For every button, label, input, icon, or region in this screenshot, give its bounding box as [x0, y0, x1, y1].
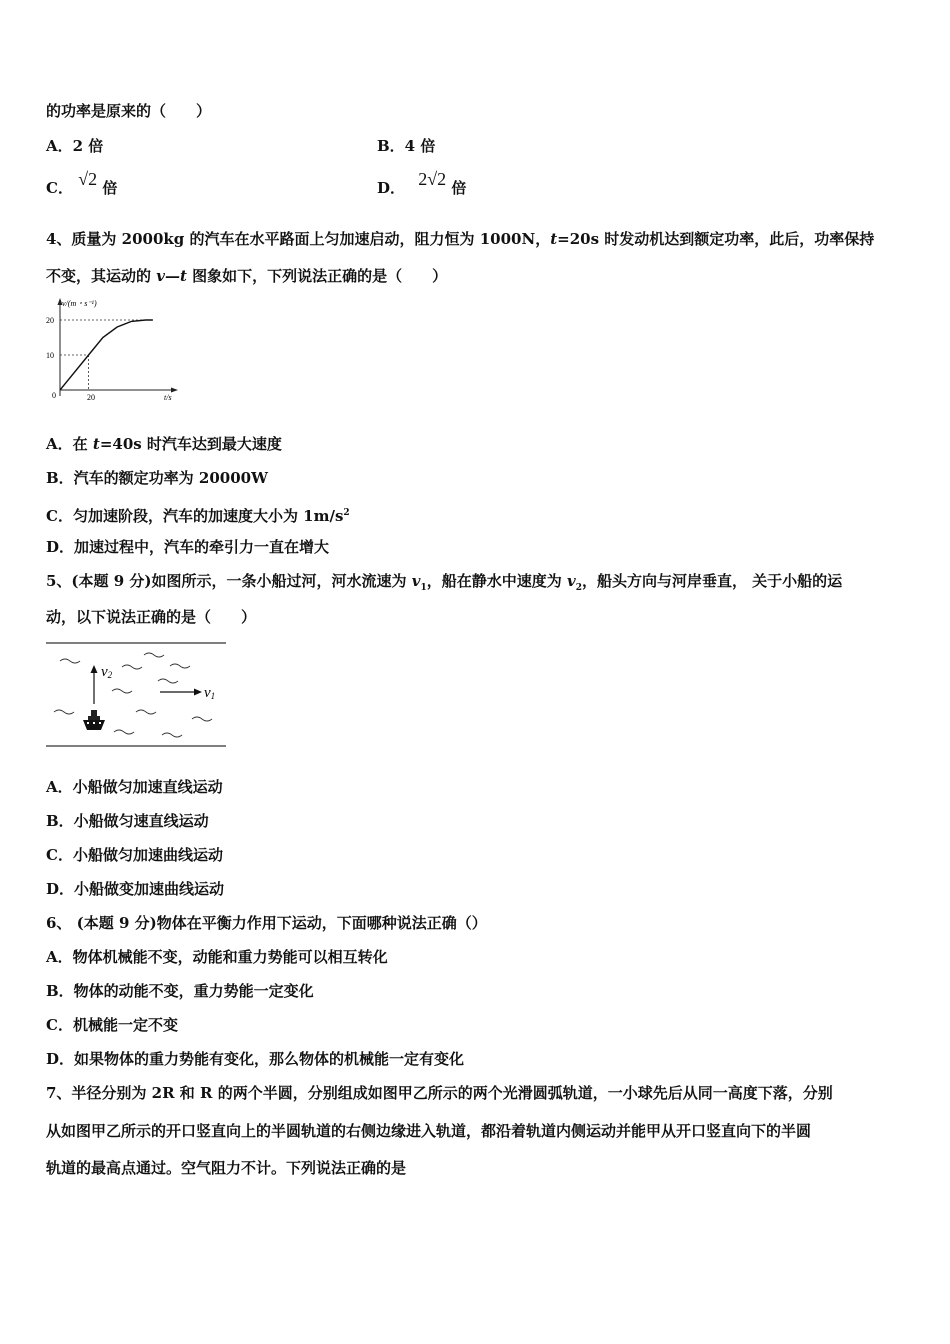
- q7-stem-line3: 轨道的最高点通过。空气阻力不计。下列说法正确的是: [46, 1159, 407, 1177]
- boat-icon: [83, 710, 105, 730]
- v2-arrow-head: [91, 665, 98, 673]
- q4-option-a-t-symbol: t: [92, 435, 100, 453]
- q4-stem-line1-post: =20s 时发动机达到额定功率，此后，功率保持: [557, 230, 875, 248]
- q6-option-a: A．物体机械能不变，动能和重力势能可以相互转化: [46, 948, 388, 966]
- q5-stem-line2: 动，以下说法正确的是（ ）: [46, 608, 257, 626]
- x-tick-20: 20: [87, 393, 95, 402]
- q6-option-b: B．物体的动能不变，重力势能一定变化: [46, 982, 314, 1000]
- x-axis-label: t/s: [164, 393, 172, 402]
- q3-stem-tail: 的功率是原来的（ ）: [46, 102, 212, 120]
- q4-option-b: B．汽车的额定功率为 20000W: [46, 469, 268, 487]
- q5-option-c: C．小船做匀加速曲线运动: [46, 846, 223, 864]
- q3-option-c-math: √2: [78, 169, 98, 189]
- v1-label: v1: [204, 685, 216, 701]
- q6-option-c: C．机械能一定不变: [46, 1016, 178, 1034]
- q4-option-c: [46, 503, 350, 526]
- v2-label: v2: [101, 664, 113, 680]
- q3-option-c: [46, 169, 118, 198]
- q3-option-c-label: C．: [46, 179, 73, 197]
- q5-stem-line1-post: ，船头方向与河岸垂直， 关于小船的运: [581, 572, 843, 590]
- q5-river-figure: [44, 640, 230, 752]
- q4-option-d: D．加速过程中，汽车的牵引力一直在增大: [46, 538, 330, 556]
- q4-option-a: [46, 434, 282, 454]
- q5-stem-line1: [46, 571, 842, 598]
- q6-stem: 6、 (本题 9 分)物体在平衡力作用下运动，下面哪种说法正确（）: [46, 914, 487, 932]
- q4-stem-vt-symbol: v—t: [156, 267, 187, 285]
- q3-option-d-math: 2√2: [418, 169, 447, 189]
- water-wave-icons: [54, 653, 212, 737]
- q4-stem-line2-pre: 不变，其运动的: [46, 267, 157, 285]
- q4-option-a-pre: A．在: [46, 435, 93, 453]
- y-tick-20: 20: [46, 316, 54, 325]
- q3-option-c-unit: 倍: [102, 179, 118, 197]
- origin-label: 0: [52, 391, 56, 400]
- q4-stem-line1: [46, 229, 874, 249]
- q5-v1-subscript: 1: [420, 583, 427, 593]
- x-axis-arrow: [171, 388, 178, 393]
- q7-stem-line1: 7、半径分别为 2R 和 R 的两个半圆，分别组成如图甲乙所示的两个光滑圆弧轨道，一小球先后从同一高度下落，分别: [46, 1084, 833, 1102]
- q3-option-b: B．4 倍: [377, 137, 436, 155]
- q4-stem-line1-pre: 4、质量为 2000kg 的汽车在水平路面上匀加速启动，阻力恒为 1000N，: [46, 230, 551, 248]
- q5-option-a: A．小船做匀加速直线运动: [46, 778, 223, 796]
- q3-option-d-label: D．: [377, 179, 406, 197]
- q4-stem-line2: [46, 266, 447, 286]
- q5-option-b: B．小船做匀速直线运动: [46, 812, 209, 830]
- q5-option-d: D．小船做变加速曲线运动: [46, 880, 225, 898]
- q5-v2-subscript: 2: [575, 583, 582, 593]
- v1-arrow-head: [194, 689, 202, 696]
- q7-stem-line2: 从如图甲乙所示的开口竖直向上的半圆轨道的右侧边缘进入轨道，都沿着轨道内侧运动并能甲从开口竖直向下的半圆: [46, 1122, 812, 1140]
- q5-v1-symbol: v: [411, 572, 421, 590]
- y-tick-10: 10: [46, 351, 54, 360]
- q3-option-d-unit: 倍: [451, 179, 467, 197]
- q4-vt-graph: [40, 296, 190, 406]
- q5-v2-symbol: v: [566, 572, 576, 590]
- q4-option-a-post: =40s 时汽车达到最大速度: [99, 435, 282, 453]
- q4-option-c-text: C．匀加速阶段，汽车的加速度大小为 1m/s: [46, 507, 344, 525]
- q4-option-c-superscript: 2: [343, 508, 350, 518]
- q5-stem-line1-pre: 5、(本题 9 分)如图所示，一条小船过河，河水流速为: [46, 572, 412, 590]
- q4-stem-line2-post: 图象如下，下列说法正确的是（ ）: [186, 267, 448, 285]
- q5-stem-line1-mid: ，船在静水中速度为: [426, 572, 567, 590]
- q3-option-d: [377, 169, 467, 198]
- q6-option-d: D．如果物体的重力势能有变化，那么物体的机械能一定有变化: [46, 1050, 465, 1068]
- q4-stem-t-symbol: t: [550, 230, 558, 248]
- y-axis-label: v/(m・s⁻¹): [62, 299, 97, 308]
- q3-option-a: A．2 倍: [46, 137, 104, 155]
